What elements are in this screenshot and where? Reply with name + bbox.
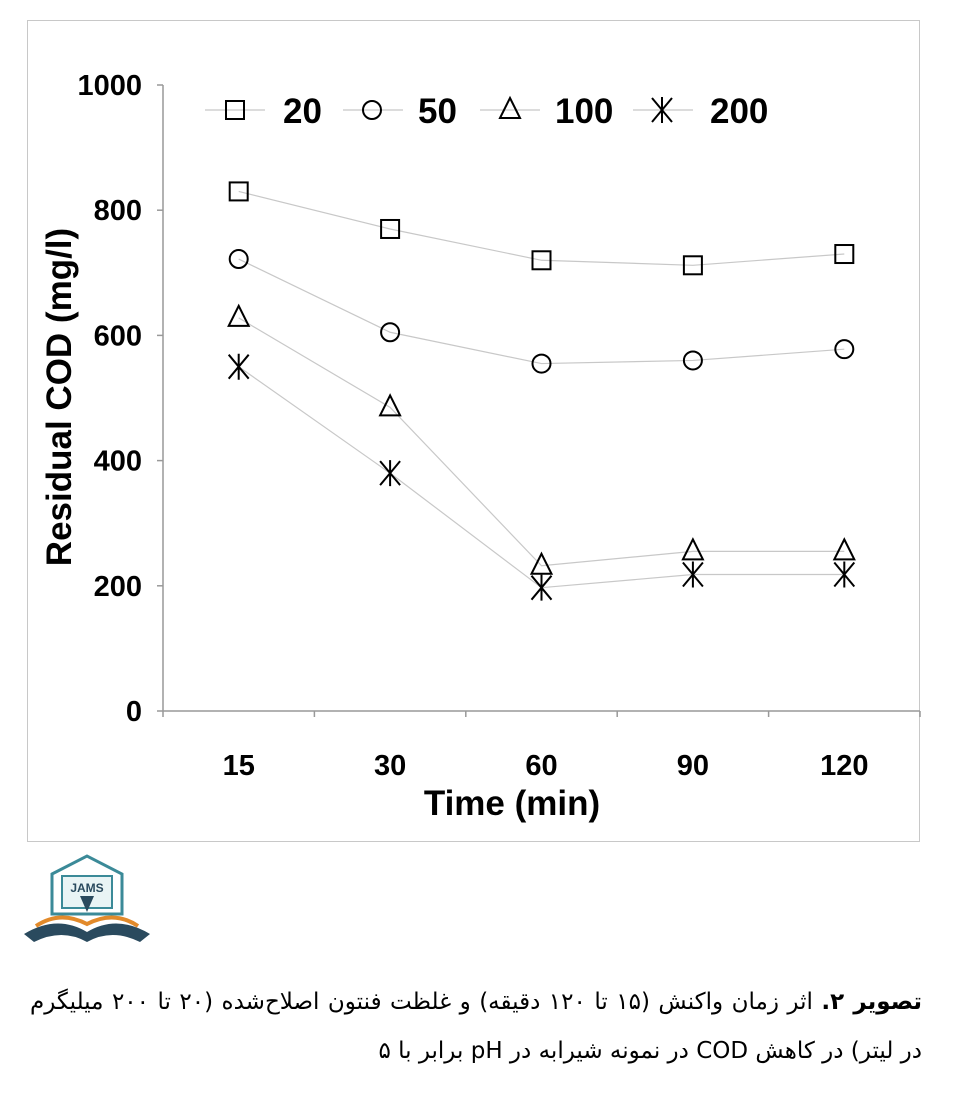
x-tick-label: 60 bbox=[525, 750, 558, 782]
logo-text: JAMS bbox=[70, 881, 104, 895]
figure-caption bbox=[30, 978, 922, 1076]
y-tick-label: 1000 bbox=[77, 70, 142, 102]
data-point-100 bbox=[380, 395, 400, 415]
axes bbox=[77, 70, 920, 782]
legend-label-200: 200 bbox=[710, 92, 769, 131]
x-tick-label: 15 bbox=[222, 750, 255, 782]
data-point-100 bbox=[683, 539, 703, 559]
series-line-20 bbox=[239, 191, 845, 265]
y-tick-label: 400 bbox=[93, 445, 142, 478]
data-point-100 bbox=[834, 539, 854, 559]
data-point-200 bbox=[380, 460, 400, 486]
legend bbox=[205, 92, 768, 131]
x-axis-title: Time (min) bbox=[423, 784, 601, 823]
series-line-50 bbox=[239, 259, 845, 364]
x-tick-label: 30 bbox=[373, 750, 407, 782]
legend-label-20: 20 bbox=[283, 92, 322, 131]
y-axis-title: Residual COD (mg/l) bbox=[40, 227, 79, 567]
data-point-200 bbox=[532, 575, 552, 601]
legend-label-50: 50 bbox=[418, 92, 457, 131]
data-point-100 bbox=[532, 554, 552, 574]
jams-logo bbox=[22, 852, 152, 952]
caption-text: اثر زمان واکنش (۱۵ تا ۱۲۰ دقیقه) و غلظت فنتون اصلاح‌شده (۲۰ تا ۲۰۰ میلیگرم در لیتر) در کاهش COD در نمونه شیرابه در pH برابر با ۵ bbox=[30, 989, 922, 1064]
data-point-100 bbox=[229, 306, 249, 326]
jams-logo-icon bbox=[22, 852, 152, 952]
y-tick-label: 600 bbox=[93, 320, 142, 353]
series-markers bbox=[229, 182, 855, 600]
caption-label: تصویر ۲. bbox=[821, 989, 923, 1015]
y-tick-label: 800 bbox=[93, 195, 142, 228]
x-tick-label: 90 bbox=[676, 750, 710, 782]
data-point-200 bbox=[229, 354, 249, 380]
legend-marker-100 bbox=[500, 98, 520, 118]
y-tick-label: 0 bbox=[125, 696, 142, 728]
legend-label-100: 100 bbox=[555, 92, 614, 131]
y-tick-label: 200 bbox=[93, 570, 142, 603]
x-tick-label: 120 bbox=[820, 750, 869, 782]
